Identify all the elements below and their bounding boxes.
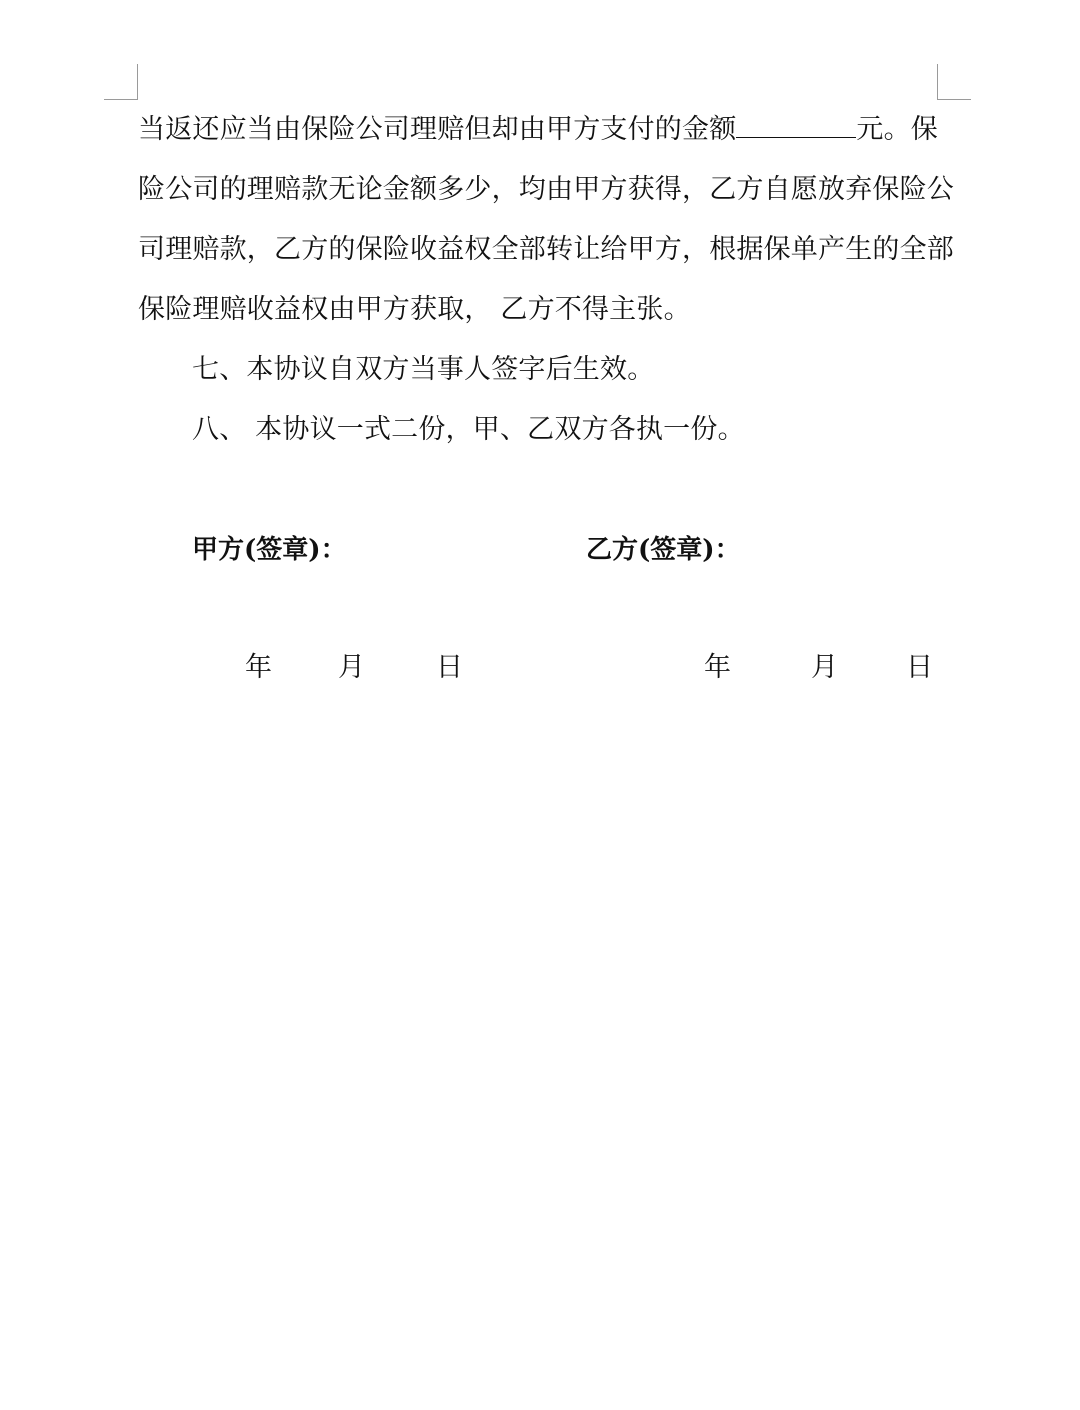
paragraph-line: 险公司的理赔款无论金额多少，均由甲方获得，乙方自愿放弃保险公 bbox=[138, 174, 954, 205]
party-a-signature-label: 甲方(签章)： bbox=[192, 535, 347, 565]
party-b-signature-label: 乙方(签章)： bbox=[586, 535, 741, 565]
paragraph-text: 元。保 bbox=[856, 114, 939, 145]
paragraph-line: 司理赔款，乙方的保险收益权全部转让给甲方，根据保单产生的全部 bbox=[138, 234, 954, 265]
crop-mark-top-right-vertical bbox=[937, 64, 938, 100]
party-a-date-month: 月 bbox=[338, 652, 365, 683]
clause-8: 八、 本协议一式二份，甲、乙双方各执一份。 bbox=[192, 414, 745, 445]
document-body bbox=[138, 100, 954, 460]
amount-blank bbox=[736, 111, 856, 138]
clause-6-continuation bbox=[138, 100, 954, 340]
party-a-date-year: 年 bbox=[245, 652, 272, 683]
party-b-date-month: 月 bbox=[811, 652, 838, 683]
paragraph-line bbox=[138, 100, 938, 160]
crop-mark-top-left-horizontal bbox=[104, 99, 138, 100]
paragraph-text: 当返还应当由保险公司理赔但却由甲方支付的金额 bbox=[138, 114, 737, 145]
party-b-date-year: 年 bbox=[704, 652, 731, 683]
crop-mark-top-left-vertical bbox=[137, 64, 138, 100]
crop-mark-top-right-horizontal bbox=[937, 99, 971, 100]
clause-7: 七、本协议自双方当事人签字后生效。 bbox=[192, 354, 655, 385]
party-b-date-day: 日 bbox=[906, 652, 933, 683]
paragraph-line: 保险理赔收益权由甲方获取， 乙方不得主张。 bbox=[138, 294, 691, 325]
party-a-date-day: 日 bbox=[436, 652, 463, 683]
